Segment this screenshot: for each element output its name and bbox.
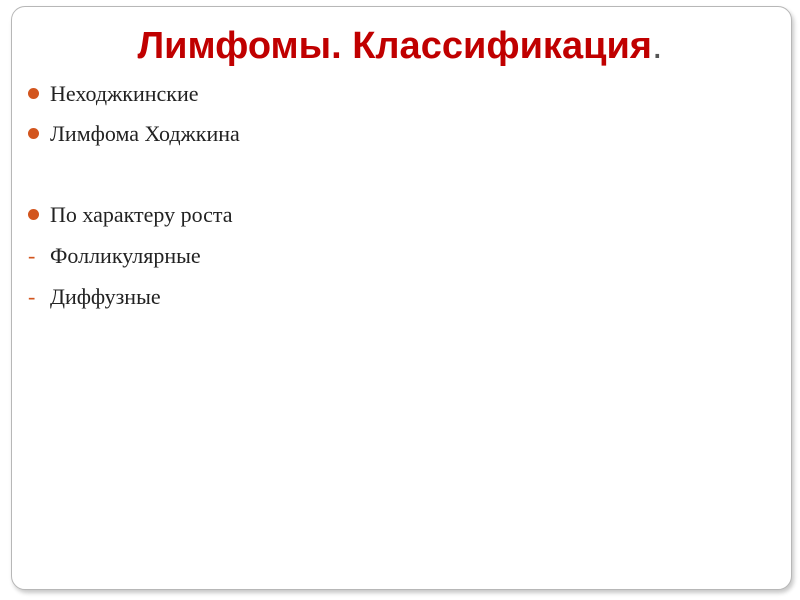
list-item-text: Диффузные [50, 284, 161, 309]
list-item [28, 81, 199, 107]
bullet-icon [28, 88, 39, 99]
list-item [28, 121, 240, 147]
list-item-text: Неходжкинские [50, 81, 199, 106]
list-item-text: Лимфома Ходжкина [50, 121, 240, 146]
list-item [28, 243, 201, 269]
list-item [28, 202, 233, 228]
bullet-icon [28, 209, 39, 220]
slide-title-text: Лимфомы. Классификация [137, 25, 652, 67]
list-item [28, 284, 161, 310]
slide-title-period: . [651, 25, 663, 67]
dash-icon: - [28, 243, 36, 268]
list-item-text: Фолликулярные [50, 243, 201, 268]
dash-icon: - [28, 284, 36, 309]
bullet-icon [28, 128, 39, 139]
list-item-text: По характеру роста [50, 202, 233, 227]
